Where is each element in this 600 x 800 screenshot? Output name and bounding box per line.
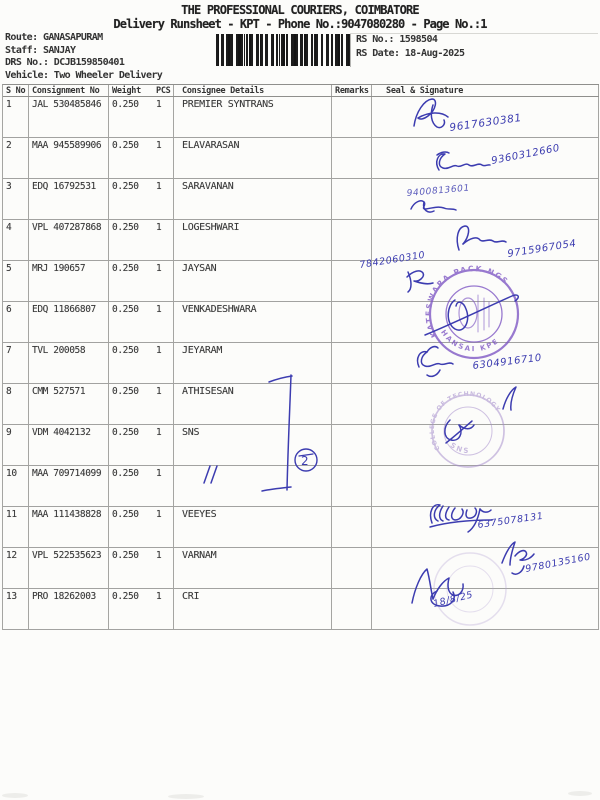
col-header-pcs: PCS (156, 86, 171, 96)
cell-seal-signature (372, 589, 599, 629)
cell-consignee: LOGESHWARI (174, 220, 332, 260)
table-row (3, 302, 599, 343)
col-header-weight: Weight (112, 86, 141, 96)
cell-pcs: 1 (156, 140, 162, 151)
cell-pcs: 1 (156, 304, 162, 315)
cell-pcs: 1 (156, 591, 162, 602)
cell-consignment-no: VDM 4042132 (29, 425, 109, 465)
cell-weight: 0.250 (112, 222, 139, 233)
scan-smudge (2, 793, 28, 798)
stamp1-bottom-text: HANSAI KPE (439, 328, 502, 354)
cell-consignee: CRI (174, 589, 332, 629)
cell-seal-signature (372, 302, 599, 342)
cell-weight-pcs (109, 220, 174, 260)
cell-consignment-no: TVL 200058 (29, 343, 109, 383)
phone-row12: 9780135160 (524, 551, 592, 575)
vehicle-label: Vehicle: (5, 69, 49, 81)
drs-value: DCJB159850401 (53, 57, 125, 69)
staff-line (5, 45, 162, 58)
cell-remarks (332, 179, 372, 219)
cell-weight: 0.250 (112, 304, 139, 315)
cell-weight-pcs (109, 179, 174, 219)
cell-s-no: 2 (3, 138, 29, 178)
cell-seal-signature (372, 548, 599, 588)
cell-weight-pcs (109, 138, 174, 178)
cell-seal-signature (372, 507, 599, 547)
stamp2-top-text: COLLEGE OF TECHNOLOGY (428, 390, 502, 452)
cell-pcs: 1 (156, 468, 162, 479)
cell-s-no: 12 (3, 548, 29, 588)
cell-s-no: 1 (3, 97, 29, 137)
cell-s-no: 9 (3, 425, 29, 465)
cell-consignee: VARNAM (174, 548, 332, 588)
cell-weight: 0.250 (112, 509, 139, 520)
date-row13: 18/8/25 (432, 589, 475, 610)
cell-seal-signature (372, 179, 599, 219)
cell-pcs: 1 (156, 509, 162, 520)
col-header-s-no: S No (3, 85, 29, 96)
cell-consignment-no: VPL 522535623 (29, 548, 109, 588)
staff-value: SANJAY (42, 44, 76, 56)
barcode-image (216, 34, 350, 66)
table-row (3, 507, 599, 548)
rs-date-value: 18-Aug-2025 (404, 48, 465, 59)
table-row (3, 425, 599, 466)
phone-row4: 9715967054 (506, 238, 578, 260)
cell-s-no: 11 (3, 507, 29, 547)
document-subtitle: Delivery Runsheet - KPT - Phone No.:9047080280 - Page No.:1 (113, 17, 487, 31)
cell-consignee: JAYSAN (174, 261, 332, 301)
cell-seal-signature (372, 384, 599, 424)
header-info-left (5, 32, 162, 82)
runsheet-table (2, 84, 599, 630)
cell-remarks (332, 466, 372, 506)
cell-remarks (332, 507, 372, 547)
cell-weight-pcs (109, 384, 174, 424)
cell-remarks (332, 589, 372, 629)
stamp2-bottom-text: SNS (448, 441, 471, 456)
cell-s-no: 5 (3, 261, 29, 301)
table-row (3, 261, 599, 302)
rs-date-line (356, 48, 464, 62)
cell-weight: 0.250 (112, 591, 139, 602)
table-row (3, 220, 599, 261)
cell-consignment-no: CMM 527571 (29, 384, 109, 424)
cell-consignee (174, 466, 332, 506)
cell-consignee: JEYARAM (174, 343, 332, 383)
table-row (3, 138, 599, 179)
cell-weight-pcs (109, 466, 174, 506)
table-body (3, 97, 599, 630)
cell-remarks (332, 384, 372, 424)
cell-weight: 0.250 (112, 140, 139, 151)
cell-weight-pcs (109, 589, 174, 629)
cell-weight: 0.250 (112, 345, 139, 356)
phone-row2: 9360312660 (490, 142, 561, 167)
cell-weight-pcs (109, 425, 174, 465)
cell-consignee: SNS (174, 425, 332, 465)
stamp1-top-text: KATESWARA PACK NGS (423, 263, 511, 340)
cell-s-no: 3 (3, 179, 29, 219)
cell-consignment-no: MAA 945589906 (29, 138, 109, 178)
cell-seal-signature (372, 97, 599, 137)
drs-line (5, 57, 162, 70)
cell-pcs: 1 (156, 386, 162, 397)
table-row (3, 589, 599, 630)
cell-consignment-no: MRJ 190657 (29, 261, 109, 301)
circled-digit-row9: 2 (301, 454, 310, 468)
rs-no-value: 1598504 (399, 34, 438, 45)
vehicle-line (5, 70, 162, 83)
cell-remarks (332, 220, 372, 260)
cell-weight: 0.250 (112, 263, 139, 274)
cell-consignment-no: EDQ 11866807 (29, 302, 109, 342)
cell-consignee: VENKADESHWARA (174, 302, 332, 342)
cell-weight: 0.250 (112, 181, 139, 192)
phone-row11: 6375078131 (476, 510, 545, 531)
cell-s-no: 4 (3, 220, 29, 260)
cell-pcs: 1 (156, 550, 162, 561)
cell-consignee: SARAVANAN (174, 179, 332, 219)
cell-pcs: 1 (156, 345, 162, 356)
rs-no-line (356, 34, 464, 48)
col-header-remarks: Remarks (332, 85, 372, 96)
table-row (3, 343, 599, 384)
cell-weight-pcs (109, 343, 174, 383)
col-header-consignment-no: Consignment No (29, 85, 109, 96)
cell-weight: 0.250 (112, 427, 139, 438)
phone-row3: 9400813601 (406, 183, 471, 199)
cell-remarks (332, 302, 372, 342)
rs-date-label: RS Date: (356, 48, 400, 59)
cell-remarks (332, 548, 372, 588)
table-header-row (3, 85, 599, 97)
vehicle-value: Two Wheeler Delivery (53, 69, 163, 81)
document-title: THE PROFESSIONAL COURIERS, COIMBATORE (181, 3, 419, 17)
cell-s-no: 13 (3, 589, 29, 629)
cell-consignment-no: JAL 530485846 (29, 97, 109, 137)
cell-weight-pcs (109, 97, 174, 137)
route-label: Route: (5, 32, 38, 43)
scan-smudge (568, 791, 592, 796)
cell-remarks (332, 425, 372, 465)
table-row (3, 548, 599, 589)
phone-row5: 7842060310 (358, 249, 427, 271)
drs-label: DRS No.: (5, 57, 49, 69)
cell-weight-pcs (109, 302, 174, 342)
cell-consignment-no: MAA 111438828 (29, 507, 109, 547)
cell-consignee: PREMIER SYNTRANS (174, 97, 332, 137)
table-row (3, 97, 599, 138)
cell-consignee: ELAVARASAN (174, 138, 332, 178)
scan-smudge (168, 794, 204, 799)
cell-remarks (332, 97, 372, 137)
table-row (3, 466, 599, 507)
header-info-right (356, 34, 464, 62)
cell-pcs: 1 (156, 99, 162, 110)
cell-pcs: 1 (156, 222, 162, 233)
cell-s-no: 6 (3, 302, 29, 342)
rs-no-label: RS No.: (356, 34, 394, 45)
cell-pcs: 1 (156, 263, 162, 274)
cell-remarks (332, 138, 372, 178)
cell-seal-signature (372, 425, 599, 465)
cell-remarks (332, 343, 372, 383)
cell-consignment-no: MAA 709714099 (29, 466, 109, 506)
cell-seal-signature (372, 138, 599, 178)
table-row (3, 179, 599, 220)
col-header-consignee: Consignee Details (174, 85, 332, 96)
cell-consignment-no: PRO 18262003 (29, 589, 109, 629)
rs-block-divider (350, 33, 351, 67)
cell-s-no: 7 (3, 343, 29, 383)
cell-remarks (332, 261, 372, 301)
cell-weight: 0.250 (112, 550, 139, 561)
table-row (3, 384, 599, 425)
cell-seal-signature (372, 466, 599, 506)
cell-consignee: VEEYES (174, 507, 332, 547)
cell-s-no: 8 (3, 384, 29, 424)
staff-label: Staff: (5, 44, 38, 56)
route-line (5, 32, 162, 45)
cell-seal-signature (372, 343, 599, 383)
cell-pcs: 1 (156, 427, 162, 438)
cell-consignment-no: VPL 407287868 (29, 220, 109, 260)
cell-weight: 0.250 (112, 468, 139, 479)
cell-weight-pcs (109, 261, 174, 301)
phone-row7: 6304916710 (472, 352, 543, 372)
cell-s-no: 10 (3, 466, 29, 506)
cell-weight-pcs (109, 548, 174, 588)
cell-weight-pcs (109, 507, 174, 547)
phone-row1: 9617630381 (448, 111, 523, 134)
col-header-seal-signature: Seal & Signature (372, 85, 599, 96)
col-header-weight-pcs (109, 85, 174, 96)
cell-weight: 0.250 (112, 99, 139, 110)
cell-pcs: 1 (156, 181, 162, 192)
cell-consignee: ATHISESAN (174, 384, 332, 424)
route-value: GANASAPURAM (42, 32, 103, 43)
cell-seal-signature (372, 220, 599, 260)
cell-seal-signature (372, 261, 599, 301)
cell-consignment-no: EDQ 16792531 (29, 179, 109, 219)
cell-weight: 0.250 (112, 386, 139, 397)
